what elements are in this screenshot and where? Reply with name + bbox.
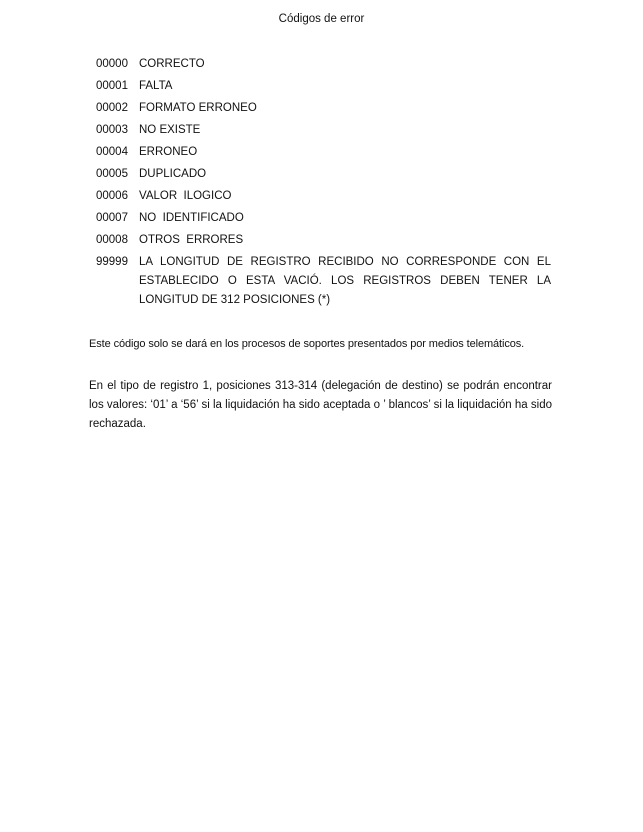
error-code: 00001 — [96, 80, 128, 92]
body-paragraph: En el tipo de registro 1, posiciones 313-314 (delegación de destino) se podrán encontrar los valores: ‘01’ a ‘56’ si la liquidación ha sido aceptada o ’ blancos’ si la liquidación ha sido rechazada. — [89, 380, 552, 430]
page-title: Códigos de error — [278, 13, 365, 25]
error-description: VALOR ILOGICO — [139, 190, 232, 202]
list-item — [96, 101, 551, 116]
error-description: CORRECTO — [139, 58, 205, 70]
error-description: OTROS ERRORES — [139, 234, 244, 246]
error-code: 00005 — [96, 168, 128, 180]
error-code: 00008 — [96, 234, 128, 246]
error-code: 00002 — [96, 102, 128, 114]
error-code: 00003 — [96, 124, 128, 136]
error-description: ERRONEO — [139, 146, 198, 158]
error-description: FORMATO ERRONEO — [139, 102, 257, 114]
list-item — [96, 255, 551, 310]
list-item — [96, 123, 551, 138]
error-description: FALTA — [139, 80, 173, 92]
list-item — [96, 211, 551, 226]
list-item — [96, 57, 551, 72]
error-code: 99999 — [96, 256, 128, 268]
list-item — [96, 145, 551, 160]
list-item — [96, 189, 551, 204]
footnote: Este código solo se dará en los procesos de soportes presentados por medios telemáticos. — [89, 338, 525, 350]
error-code-list — [96, 57, 551, 317]
error-description: DUPLICADO — [139, 168, 207, 180]
list-item — [96, 233, 551, 248]
error-code: 00006 — [96, 190, 128, 202]
error-code: 00007 — [96, 212, 128, 224]
error-description: NO IDENTIFICADO — [139, 212, 244, 224]
error-code: 00000 — [96, 58, 128, 70]
list-item — [96, 167, 551, 182]
list-item — [96, 79, 551, 94]
error-description: NO EXISTE — [139, 124, 201, 136]
error-code: 00004 — [96, 146, 128, 158]
error-description: LA LONGITUD DE REGISTRO RECIBIDO NO CORRESPONDE CON EL ESTABLECIDO O ESTA VACIÓ. LOS REGISTROS DEBEN TENER LA LONGITUD DE 312 POSICIONES (*) — [139, 256, 551, 306]
